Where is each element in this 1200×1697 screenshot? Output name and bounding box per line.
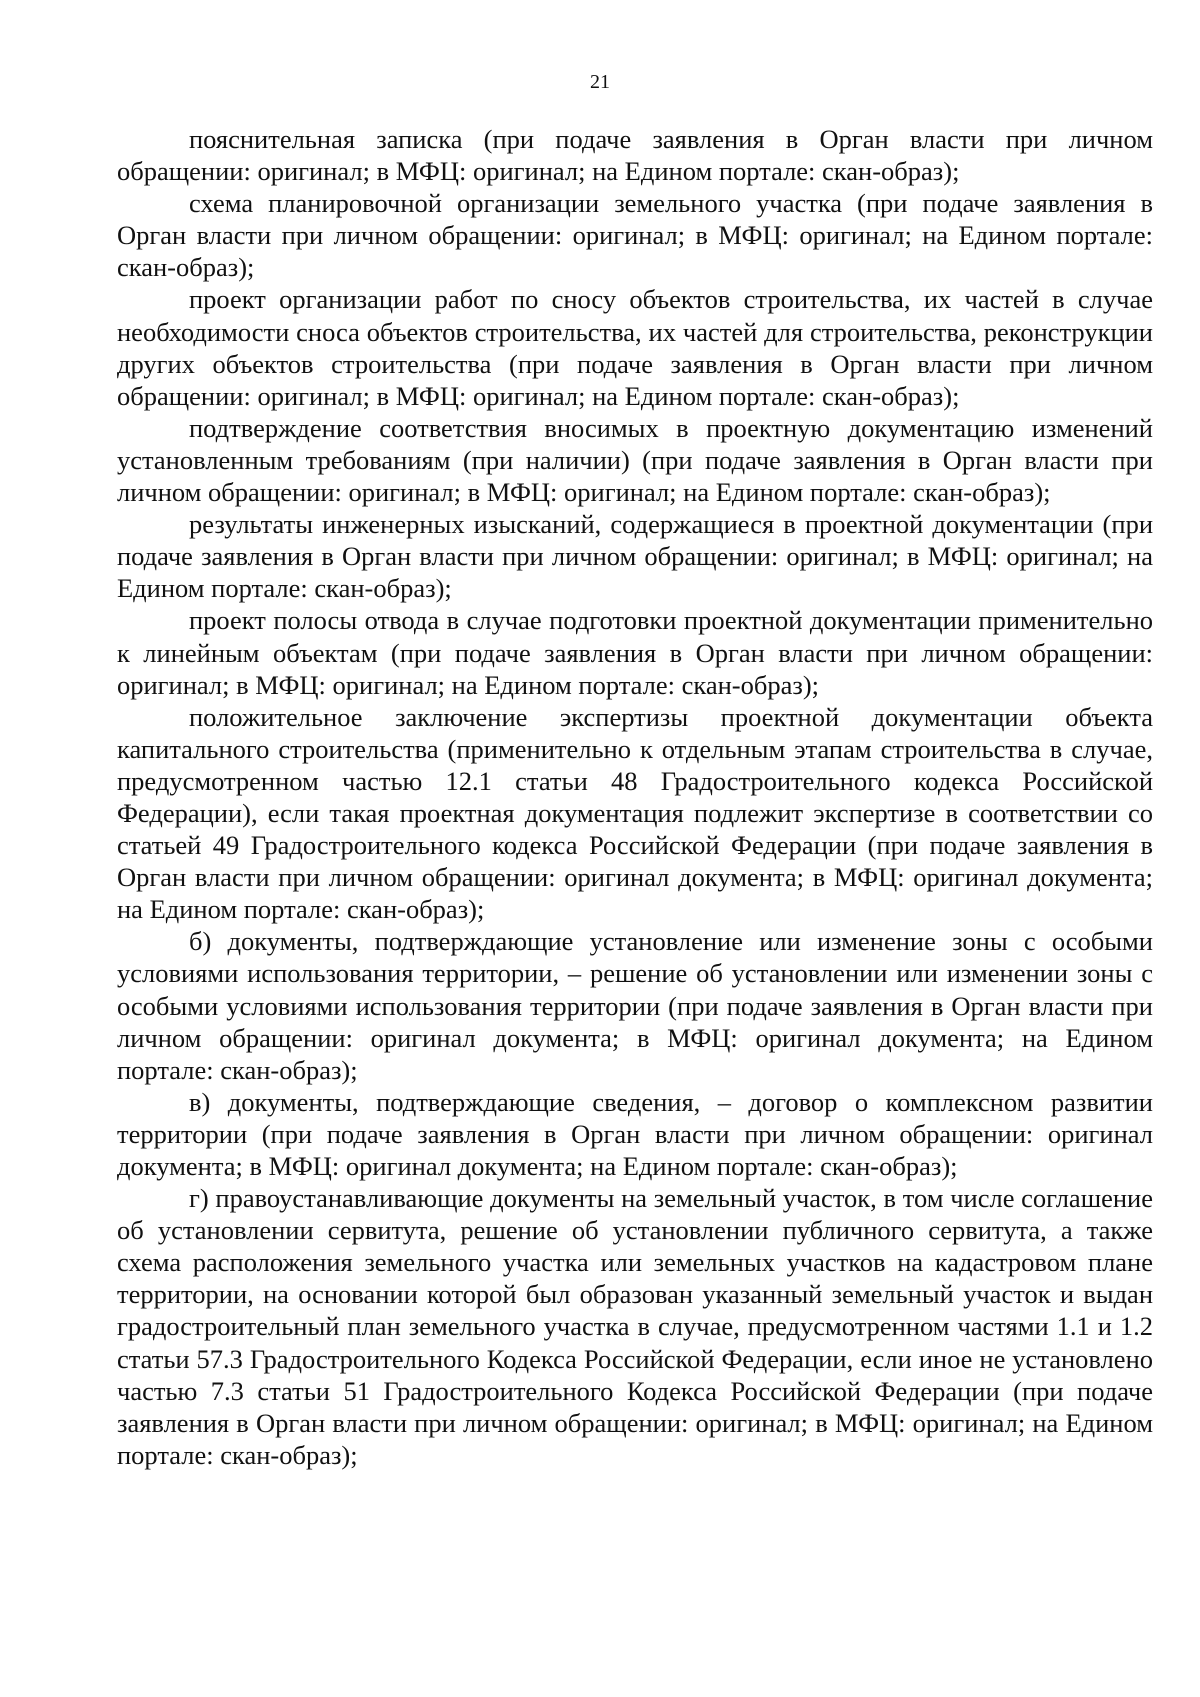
paragraph-item-v: в) документы, подтверждающие сведения, – договор о комплексном развитии территории (при подаче заявления в Орган власти при личном обращении: оригинал документа; в МФЦ: оригинал документа; на Едином портале: скан-образ); bbox=[117, 1086, 1153, 1181]
paragraph-item-b: б) документы, подтверждающие установление или изменение зоны с особыми условиями использования территории, – решение об установлении или изменении зоны с особыми условиями использования территории (при подаче заявления в Орган власти при личном обращении: оригинал документа; в МФЦ: оригинал документа; на Едином портале: скан-образ); bbox=[117, 926, 1153, 1085]
paragraph-explanatory-note: пояснительная записка (при подаче заявления в Орган власти при личном обращении: оригинал; в МФЦ: оригинал; на Едином портале: скан-образ); bbox=[117, 124, 1153, 187]
paragraph-expert-opinion: положительное заключение экспертизы проектной документации объекта капитального строительства (применительно к отдельным этапам строительства в случае, предусмотренном частью 12.1 статьи 48 Градостроительного кодекса Российской Федерации), если такая проектная документация подлежит экспертизе в соответствии со статьей 49 Градостроительного кодекса Российской Федерации (при подаче заявления в Орган власти при личном обращении: оригинал документа; в МФЦ: оригинал документа; на Едином портале: скан-образ); bbox=[117, 701, 1153, 925]
paragraph-item-g: г) правоустанавливающие документы на земельный участок, в том числе соглашение об установлении сервитута, решение об установлении публичного сервитута, а также схема расположения земельного участка или земельных участков на кадастровом плане территории, на основании которой был образован указанный земельный участок и выдан градостроительный план земельного участка в случае, предусмотренном частями 1.1 и 1.2 статьи 57.3 Градостроительного Кодекса Российской Федерации, если иное не установлено частью 7.3 статьи 51 Градостроительного Кодекса Российской Федерации (при подаче заявления в Орган власти при личном обращении: оригинал; в МФЦ: оригинал; на Едином портале: скан-образ); bbox=[117, 1183, 1153, 1470]
paragraph-engineering-surveys: результаты инженерных изысканий, содержащиеся в проектной документации (при подаче заявления в Орган власти при личном обращении: оригинал; в МФЦ: оригинал; на Едином портале: скан-образ); bbox=[117, 509, 1153, 604]
paragraph-compliance-confirmation: подтверждение соответствия вносимых в проектную документацию изменений установленным требованиям (при наличии) (при подаче заявления в Орган власти при личном обращении: оригинал; в МФЦ: оригинал; на Едином портале: скан-образ); bbox=[117, 412, 1153, 508]
paragraph-demolition-project: проект организации работ по сносу объектов строительства, их частей в случае необходимости сноса объектов строительства, их частей для строительства, реконструкции других объектов строительства (при подаче заявления в Орган власти при личном обращении: оригинал; в МФЦ: оригинал; на Едином портале: скан-образ); bbox=[117, 284, 1153, 411]
paragraph-right-of-way: проект полосы отвода в случае подготовки проектной документации применительно к линейным объектам (при подаче заявления в Орган власти при личном обращении: оригинал; в МФЦ: оригинал; на Едином портале: скан-образ); bbox=[117, 605, 1153, 700]
document-body bbox=[117, 123, 1153, 1471]
paragraph-site-plan: схема планировочной организации земельного участка (при подаче заявления в Орган власти при личном обращении: оригинал; в МФЦ: оригинал; на Едином портале: скан-образ); bbox=[117, 188, 1153, 283]
page-number: 21 bbox=[590, 71, 610, 93]
